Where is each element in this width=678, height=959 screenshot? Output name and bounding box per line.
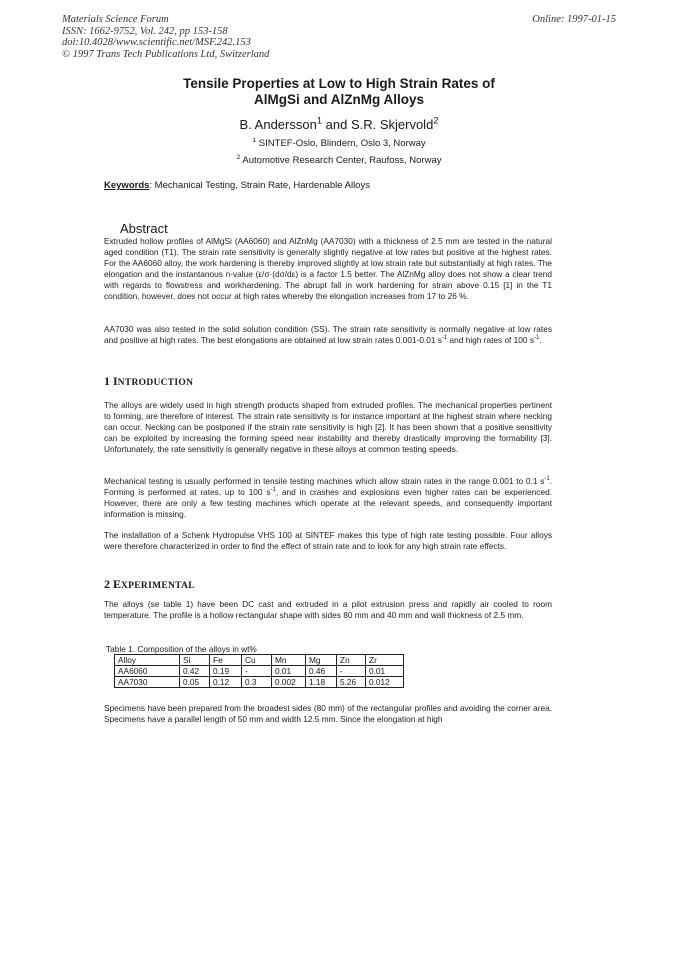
table-cell: AA7030 xyxy=(115,677,180,688)
paper-title xyxy=(0,76,678,108)
author-and: and xyxy=(322,117,351,132)
copyright-line: © 1997 Trans Tech Publications Ltd, Switzerland xyxy=(62,48,270,60)
abstract-p2-text-a: AA7030 was also tested in the solid solution condition (SS). The strain rate sensitivity is normally negative at low rates and positive at high rates. The best elongations are obtained at low strain rates 0.001-0.01 s xyxy=(104,324,552,345)
exp-section-number: 2 xyxy=(104,577,113,591)
keywords-label: Keywords xyxy=(104,180,150,191)
table-cell: 0.012 xyxy=(366,677,404,688)
experimental-paragraph-1: The alloys (se table 1) have been DC cast and extruded in a pilot extrusion press and rapidly air cooled to room temperature. The profile is a hollow rectangular shape with sides 80 mm and 40 mm and wall thickness of 2.5 mm. xyxy=(104,599,552,620)
intro-p2-text-c: , and in crashes and explosions even higher rates can be experienced. However, there are only a few testing machines which operate at the relevant speeds, and consequently important information is missing. xyxy=(104,487,552,519)
table-row xyxy=(115,666,404,677)
table-cell: 0.3 xyxy=(242,677,272,688)
exp-heading-rest: XPERIMENTAL xyxy=(121,581,195,591)
intro-p2-sup-1: -1 xyxy=(544,476,550,483)
abstract-p2-text-b: and high rates of 100 s xyxy=(447,335,534,345)
affiliation-2-text: Automotive Research Center, Raufoss, Norway xyxy=(240,155,442,166)
composition-table xyxy=(114,654,404,688)
affiliation-1-text: SINTEF-Oslo, Blindern, Oslo 3, Norway xyxy=(256,138,426,149)
affiliation-1 xyxy=(0,138,678,149)
doi-line: doi:10.4028/www.scientific.net/MSF.242.153 xyxy=(62,37,251,48)
section-heading-introduction xyxy=(104,374,193,389)
table-row xyxy=(115,677,404,688)
table-cell: - xyxy=(242,666,272,677)
intro-paragraph-1: The alloys are widely used in high strength products shaped from extruded profiles. The mechanical properties pertinent to forming, are therefore of interest. The strain rate sensitivity is for instance important at the highest strain where necking can occur. Necking can be postponed if the strain rate sensitivity is high [2]. It has been shown that a positive sensitivity can be exploited by increasing the forming speed near instability and thereby drastically improving the formability [3]. Unfortunately, the rate sensitivity is generally negative in these alloys at common testing speeds. xyxy=(104,400,552,454)
table-caption: Table 1. Composition of the alloys in wt% xyxy=(106,644,257,654)
author-list xyxy=(0,117,678,132)
table-cell: 1.18 xyxy=(306,677,337,688)
table-cell: 0.05 xyxy=(180,677,210,688)
table-header-cell: Cu xyxy=(242,655,272,666)
table-header-cell: Alloy xyxy=(115,655,180,666)
table-cell: 0.002 xyxy=(272,677,306,688)
keywords-text: : Mechanical Testing, Strain Rate, Hardenable Alloys xyxy=(149,180,370,191)
affiliation-2-mark: 2 xyxy=(236,153,241,161)
table-header-row xyxy=(115,655,404,666)
keywords-line xyxy=(104,180,370,191)
abstract-p2-text-c: . xyxy=(539,335,542,345)
table-cell: 0.01 xyxy=(272,666,306,677)
author-2: S.R. Skjervold xyxy=(350,117,434,132)
online-date: Online: 1997-01-15 xyxy=(532,14,616,25)
table-header-cell: Zn xyxy=(337,655,366,666)
exp-heading-initial: E xyxy=(113,577,122,591)
experimental-paragraph-2: Specimens have been prepared from the broadest sides (80 mm) of the rectangular profiles and avoiding the corner area. Specimens have a parallel length of 50 mm and width 12.5 mm. Since the elongation at high xyxy=(104,703,552,724)
intro-p2-text-b: . Forming is performed at rates, up to 100 s xyxy=(104,476,552,497)
table-cell: 0.42 xyxy=(180,666,210,677)
table-header-cell: Fe xyxy=(210,655,242,666)
journal-header xyxy=(62,14,269,60)
journal-name: Materials Science Forum xyxy=(62,14,169,25)
table-cell: 0.19 xyxy=(210,666,242,677)
intro-paragraph-2 xyxy=(104,476,552,520)
intro-section-number: 1 xyxy=(104,374,113,388)
author-1-affil-mark: 1 xyxy=(316,115,323,126)
table-header-cell: Mg xyxy=(306,655,337,666)
table-cell: 0.01 xyxy=(366,666,404,677)
affiliation-2 xyxy=(0,155,678,166)
intro-heading-initial: I xyxy=(113,374,118,388)
affiliation-1-mark: 1 xyxy=(252,136,257,144)
abstract-paragraph-1: Extruded hollow profiles of AlMgSi (AA6060) and AlZnMg (AA7030) with a thickness of 2.5 mm are tested in the natural aged condition (T1). The strain rate sensitivity is generally slightly negative at low rates but positive at the highest rates. For the AA6060 alloy, the work hardening is thereby improved slightly at low strain rate but substantially at high rates. The elongation and the instantanous n-value (ε/σ·(dσ/dε) is a factor 1.5 better. The AlZnMg alloy does not show a clear trend with regards to flowstress and workhardening. The abrupt fall in work hardening for strain above 0.15 [1] in the T1 condition, however, does not occur at high rates whereby the elongation increases from 17 to 26 %. xyxy=(104,236,552,301)
abstract-paragraph-2 xyxy=(104,324,552,346)
author-2-affil-mark: 2 xyxy=(433,115,439,126)
title-line-1: Tensile Properties at Low to High Strain Rates of xyxy=(183,76,495,91)
abstract-heading: Abstract xyxy=(120,221,168,236)
table-header-cell: Si xyxy=(180,655,210,666)
table-cell: - xyxy=(337,666,366,677)
table-cell: 0.46 xyxy=(306,666,337,677)
issn-line: ISSN: 1662-9752, Vol. 242, pp 153-158 xyxy=(62,25,228,37)
intro-p2-text-a: Mechanical testing is usually performed in tensile testing machines which allow strain rates in the range 0.001 to 0.1 s xyxy=(104,476,545,486)
table-cell: 0.12 xyxy=(210,677,242,688)
abstract-p2-sup-2: -1 xyxy=(533,335,540,342)
table-cell: AA6060 xyxy=(115,666,180,677)
table-header-cell: Mn xyxy=(272,655,306,666)
table-header-cell: Zr xyxy=(366,655,404,666)
intro-p2-sup-2: -1 xyxy=(270,487,276,494)
section-heading-experimental xyxy=(104,577,195,592)
author-1: B. Andersson xyxy=(239,117,317,132)
abstract-p2-sup-1: -1 xyxy=(441,335,448,342)
intro-heading-rest: NTRODUCTION xyxy=(117,378,194,388)
title-line-2: AlMgSi and AlZnMg Alloys xyxy=(254,92,424,107)
table-cell: 5.26 xyxy=(337,677,366,688)
intro-paragraph-3: The installation of a Schenk Hydropulse VHS 100 at SINTEF makes this type of high rate testing possible. Four alloys were therefore characterized in order to find the effect of strain rate and to look for any high strain rate effects. xyxy=(104,530,552,551)
